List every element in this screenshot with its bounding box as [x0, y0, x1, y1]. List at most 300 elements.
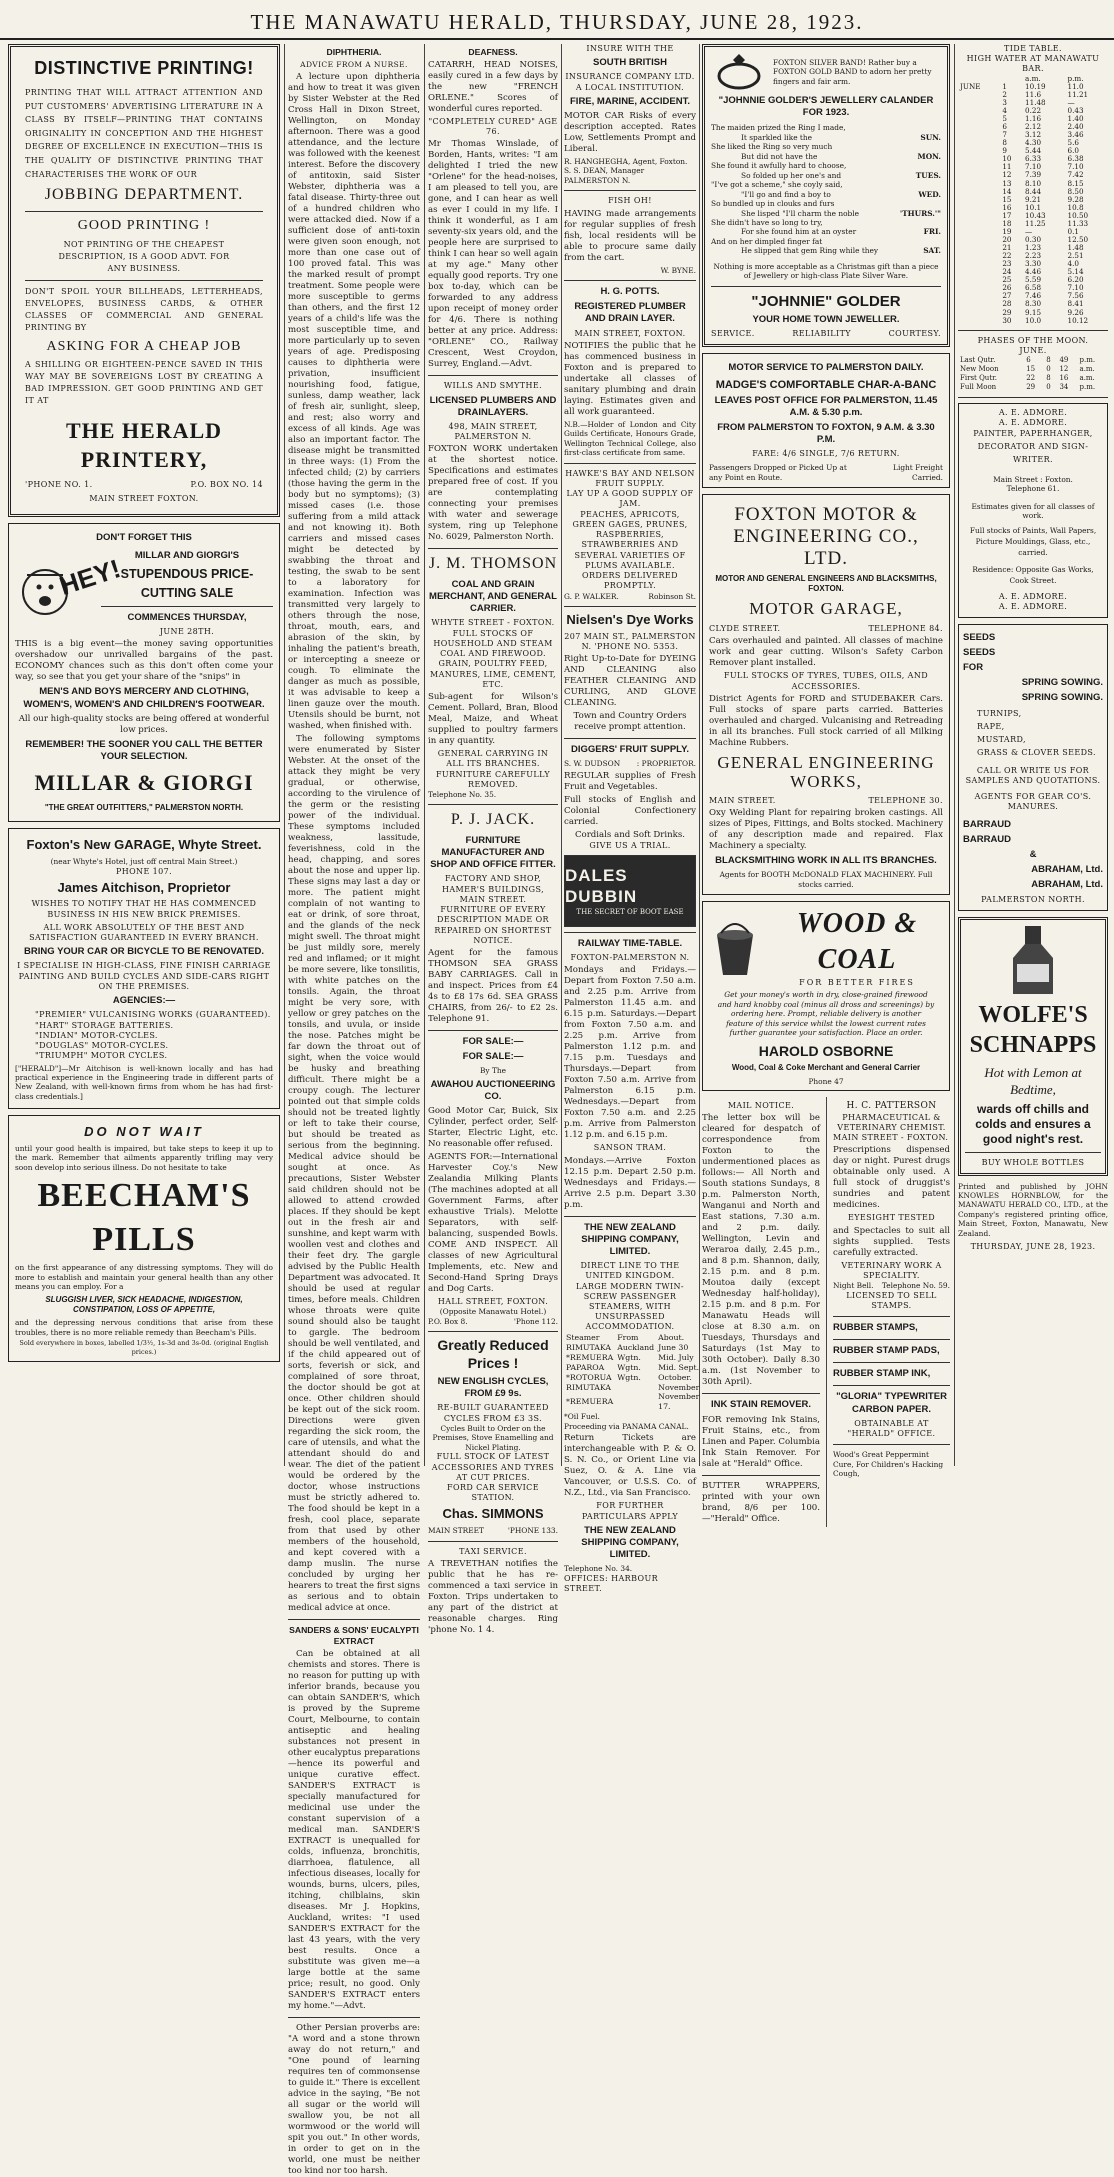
poem-line [711, 133, 941, 142]
tide-cell [958, 212, 1000, 220]
column-2 [288, 44, 420, 2176]
walker-line [564, 592, 696, 601]
simmons-name: Chas. SIMMONS [442, 1506, 544, 1522]
wolfe-name: WOLFE'S [978, 1001, 1088, 1028]
moon-title: PHASES OF THE MOON. [977, 335, 1089, 345]
cycles-order: Cycles Built to Order on the Premises, Stove Enamelling and Nickel Plating. [432, 1423, 554, 1452]
tide-cell [958, 204, 1000, 212]
tide-cell: — [1025, 226, 1033, 236]
particulars: FOR FURTHER PARTICULARS APPLY [581, 1501, 679, 1521]
buy-bottles: BUY WHOLE BOTTLES [981, 1158, 1085, 1168]
tide-cell: 11.25 [1025, 218, 1046, 228]
tide-cell [958, 180, 1000, 188]
tide-cell: — [1067, 97, 1075, 107]
tide-cell: 6.20 [1067, 275, 1084, 285]
poem-line [711, 246, 941, 255]
garage-specialise: I SPECIALISE IN HIGH-CLASS, FINE FINISH CARRIAGE PAINTING AND BUILD CYCLES AND SIDE-CARS RIGHT ON THE PREMISES. [17, 961, 271, 991]
taxi-body: A TREVETHAN notifies the public that he has re-commenced a taxi service in Foxton. Trips undertaken to any part of the district at reasonable charges. Ring 'phone No. 1 4. [428, 1558, 558, 1635]
ship-cell: RIMUTAKA [566, 1382, 612, 1392]
seed-item: GRASS & CLOVER SEEDS. [977, 747, 1096, 757]
diggers-stocks: Full stocks of English and Colonial Confectionery carried. [564, 794, 696, 827]
moon-cell: p.m. [1079, 382, 1096, 391]
tide-cell [958, 309, 1000, 317]
tide-cell: 1.23 [1025, 243, 1042, 253]
awahou-agents: AGENTS FOR:—International Harvester Coy.'s New Zealandia Milking Plants (The machines adopted at all Government Farms, after exhaustive Trials). Melotte Separators, with self-balancing, suspended Bowls. COME AND INSPECT. All classes of new Agricultural Implements, etc. New and Second-Hand Spring Drays and Dog Carts. [428, 1152, 558, 1295]
diggers-trial: GIVE US A TRIAL. [589, 840, 671, 850]
diphtheria-p2: The following symptoms were enumerated by Sister Webster. At the onset of the attack they might be very gradual, or otherwise, according to the virulence of the germ or the resisting power of the individual. These symptoms included weakness, lassitude, feverishness, cold in the head, chapping, and sores about the nose and upper lip. These signs may last a day or more. The patient might complain of not wanting to eat or drink, of sore throat, and the glands of the neck might swell. The throat might be just mildly sore, merely red and inflamed; or it might be more severe, like tonsilitis, with white patches on the tonsils. Again, the throat might be very sore, with yellow or grey patches on the tonsils, and uvula, or inside the nose. Patches might be far down the throat out of sight, when the voice would be husky and breathing difficult. There might be a croupy cough. The lecturer pointed out that simple colds should not be treated lightly or left to take their course, but should be treated as serious from the beginning. Medical advice should be sought at once. As precautions, Sister Webster said children should not be allowed to attend crowded places. If they should be kept out in the fresh air and sunshine, and kept warm with woollen vest and clothes and their feet dry. The gargle advised by the Public Health Department was advocated. It should be used at regular times, before meals. Children whose throats were quite sound should also be taught to gargle. The bedroom should be well ventilated, and if the child appeared out of sorts, feverish or sick, and complained of sore throat, the doctor should be got at once. Other children should be kept out of the sick room. Directions were given regarding the sick room, the care of utensils, and what the attendant should do and wear. The diet of the patient would be ordered by the doctor, whose instructions must be strictly adhered to. The food should be kept in a fresh, cool place, separate from that used by other members of the household, and kept covered with a damp muslin. The nurse concluded by urging her hearers to treat the first signs as serious and to obtain medical advice at once. [288, 733, 420, 1613]
tide-cell: 6.33 [1025, 154, 1042, 164]
jack-agent: Agent for the famous THOMSON SEA GRASS BABY CARRIAGES. Call in and inspect. Prices from £4 4s to £8 17s 6d. SEA GRASS CHAIRS, from 26/- to £2 2s. Telephone 91. [428, 948, 558, 1025]
poem-day: 'THURS.'" [899, 208, 941, 218]
poem-text: And on her dimpled finger fat [711, 236, 823, 246]
poem-text: The maiden prized the Ring I made, [711, 123, 846, 133]
poem-line [711, 209, 941, 218]
tide-cell: 1.16 [1025, 114, 1042, 124]
admore-name: A. E. ADMORE. [998, 407, 1068, 417]
poem-text: "I've got a scheme," she coyly said, [711, 180, 843, 190]
nzship-offices: OFFICES: HARBOUR STREET. [564, 1573, 659, 1593]
tide-cell: 24 [1002, 267, 1012, 277]
tide-cell: 23 [1002, 259, 1012, 269]
tide-cell: 8.15 [1067, 178, 1084, 188]
printery-phone: 'PHONE NO. 1. [25, 479, 93, 489]
seeds-1: SEEDS [963, 631, 996, 643]
moon-cell: 6 [1026, 356, 1031, 365]
poem-line [711, 171, 941, 180]
taxi-title: TAXI SERVICE. [459, 1546, 527, 1556]
footer-date: THURSDAY, JUNE 28, 1923. [970, 1242, 1096, 1252]
moon-cell: Last Qutr. [960, 356, 996, 365]
tide-cell: 5.44 [1025, 146, 1042, 156]
insure: INSURE WITH THE [586, 44, 674, 53]
moon-row [958, 365, 1108, 374]
good-printing-body: NOT PRINTING OF THE CHEAPEST DESCRIPTION, IS A GOOD ADVT. FOR ANY BUSINESS. [58, 239, 230, 273]
madge-passengers: Passengers Dropped or Picked Up at any Point en Route. [709, 463, 847, 482]
tide-header-cell: p.m. [1067, 73, 1084, 83]
tide-cell: 25 [1002, 275, 1012, 285]
beecham-list: SLUGGISH LIVER, SICK HEADACHE, INDIGESTION, CONSTIPATION, LOSS OF APPETITE, [45, 1294, 243, 1315]
diphtheria-subtitle: ADVICE FROM A NURSE. [300, 60, 408, 69]
moon-cell: 8 [1046, 374, 1051, 383]
ship-cell: Mid. July [658, 1352, 694, 1362]
golder-sub: YOUR HOME TOWN JEWELLER. [752, 314, 900, 325]
simmons-address: MAIN STREET [428, 1526, 484, 1536]
tide-cell [958, 131, 1000, 139]
sanson-body: Mondays.—Arrive Foxton 12.15 p.m. Depart 2.50 p.m. Wednesdays and Fridays.—Arrive 2.5 p.m. Depart 3.30 p.m. [564, 1155, 696, 1210]
aitchison-garage-ad [8, 828, 280, 1109]
jam: LAY UP A GOOD SUPPLY OF JAM. [566, 489, 694, 509]
tide-cell [958, 317, 1000, 325]
moon-cell: 29 [1026, 382, 1036, 391]
tide-cell: 12 [1002, 170, 1012, 180]
tide-cell: 26 [1002, 283, 1012, 293]
ship-cell: October. [658, 1372, 692, 1382]
millar-line2: STUPENDOUS PRICE- [120, 566, 254, 581]
poem-day: TUES. [915, 170, 941, 180]
potts-sub: REGISTERED PLUMBER AND DRAIN LAYER. [574, 301, 686, 325]
jewellery-nothing: Nothing is more acceptable as a Christmas gift than a piece of Jewellery or high-class Plate Silver Ware. [713, 261, 939, 281]
jack-body: FURNITURE OF EVERY DESCRIPTION MADE OR REPAIRED ON SHORTEST NOTICE. [434, 905, 552, 945]
tide-cell: 8.50 [1067, 186, 1084, 196]
ship-cell: Wgtn. [617, 1362, 641, 1372]
tide-cell [958, 276, 1000, 284]
wood-coal-title: WOOD & COAL [796, 908, 918, 976]
madge-leaves: LEAVES POST OFFICE FOR PALMERSTON, 11.45 A.M. & 5.30 p.m. [714, 394, 938, 418]
wood-body: Get your money's worth in dry, close-grained firewood and hard knobby coal (minus all dross and screenings) by ordering here. Prompt, reliable delivery is another feature of this service whilst the lowest current rates further guarantee your satisfaction. Place an order. [717, 990, 935, 1038]
moon-cell: 8 [1046, 356, 1051, 365]
tide-cell: 8.41 [1067, 299, 1084, 309]
moon-cell: 22 [1026, 374, 1036, 383]
tide-cell [958, 188, 1000, 196]
moon-cell: 0 [1046, 382, 1051, 391]
tide-cell [958, 244, 1000, 252]
hey-figure [15, 547, 125, 637]
tide-cell: 11.21 [1067, 89, 1089, 99]
simmons-phone: 'PHONE 133. [507, 1526, 558, 1536]
fish-title: FISH OH! [608, 196, 652, 206]
insurance-agent: R. HANGHEGHA, Agent, Foxton. S. S. DEAN, Manager PALMERSTON N. [564, 157, 688, 185]
tide-cell: 11.48 [1025, 97, 1046, 107]
moon-cell: First Qutr. [960, 374, 997, 383]
moon-cell: 16 [1059, 374, 1069, 383]
tide-cell: 7.10 [1067, 162, 1084, 172]
thomson-grain: GRAIN, POULTRY FEED, MANURES, LIME, CEMENT, ETC. [430, 659, 556, 689]
vet-work: VETERINARY WORK A SPECIALITY. [841, 1260, 942, 1280]
abraham-1: ABRAHAM, Ltd. [1031, 864, 1103, 876]
moon-row [958, 374, 1108, 383]
tide-cell: 9.26 [1067, 307, 1084, 317]
wills-licensed: LICENSED PLUMBERS AND DRAINLAYERS. [429, 394, 557, 418]
millar-date: JUNE 28TH. [159, 626, 215, 636]
ford-service: FORD CAR SERVICE STATION. [447, 1483, 539, 1503]
for-sale-1: FOR SALE:— [462, 1036, 524, 1048]
tide-cell: 11.0 [1067, 81, 1084, 91]
moon-cell: Full Moon [960, 382, 997, 391]
tide-cell: 6.0 [1067, 146, 1079, 156]
barraud-seeds-ad [958, 624, 1108, 911]
ship-cell: RIMUTAKA [566, 1342, 612, 1352]
millar-remember: REMEMBER! THE SOONER YOU CALL THE BETTER YOUR SELECTION. [25, 738, 263, 762]
spring-2: SPRING SOWING. [1021, 692, 1103, 704]
poem-text: But did not have the [741, 151, 818, 161]
tide-cell: 1 [1002, 81, 1007, 91]
tide-cell: 15 [1002, 194, 1012, 204]
ship-row [564, 1373, 701, 1383]
moon-row [958, 356, 1108, 365]
motor-car-risks: MOTOR CAR Risks of every description accepted. Rates Low, Settlements Prompt and Liberal. [564, 111, 696, 155]
hey-text: HEY! [55, 553, 125, 602]
jack-sub: FURNITURE MANUFACTURER AND SHOP AND OFFICE FITTER. [430, 834, 556, 871]
tide-cell: 5.6 [1067, 138, 1079, 148]
ships-header [564, 1333, 701, 1343]
tide-cell: 7.56 [1067, 291, 1084, 301]
prescriptions: Prescriptions dispensed day or night. Purest drugs obtainable only used. A full stock of druggist's sundries and patent medicines. [833, 1145, 950, 1211]
masthead: THE MANAWATU HERALD, THURSDAY, JUNE 28, 1923. [0, 0, 1114, 40]
tide-cell: 7.10 [1067, 283, 1084, 293]
garage-work: ALL WORK ABSOLUTELY OF THE BEST AND SATISFACTION GUARANTEED IN EVERY BRANCH. [29, 922, 259, 943]
admore-ad [958, 403, 1108, 618]
dudson-line [564, 759, 696, 768]
bottom-split [702, 1097, 950, 1526]
printing-body: PRINTING THAT WILL ATTRACT ATTENTION AND PUT CUSTOMERS' ADVERTISING LITERATURE IN A CLASS BY ITSELF—PRINTING THAT CONTAINS ORIGINALITY IN CONCEPTION AND THE HIGHEST DEGREE OF EXCELLENCE IN EXECUTION—THIS IS THE QUALITY OF DISTINCTIVE PRINTING THAT CHARACTERISES THE WORK OF OUR [25, 88, 263, 179]
seeds-2: SEEDS [963, 646, 996, 658]
ship-cell: *REMUERA [566, 1397, 614, 1407]
tel-84: TELEPHONE 84. [868, 624, 943, 634]
imprint: Printed and published by JOHN KNOWLES HORNBLOW, for the MANAWATU HERALD CO., LTD., at the Company's registered printing office, Main Street, Foxton, Manawatu, New Zealand. [958, 1181, 1108, 1238]
tide-cell [958, 284, 1000, 292]
ship-cell: Wgtn. [617, 1352, 641, 1362]
night-bell: Night Bell. [833, 1281, 874, 1291]
ships-table [564, 1333, 701, 1413]
nielsen-body: Right Up-to-Date for DYEING AND CLEANING also FEATHER CLEANING AND CURLING, AND GLOVE CLEANING. [564, 654, 696, 709]
motto-reliability: RELIABILITY [792, 329, 851, 339]
seed-item: RAPE, [977, 722, 1005, 732]
admore-estimates: Estimates given for all classes of work. [971, 501, 1095, 521]
obtainable: OBTAINABLE AT "HERALD" OFFICE. [847, 1418, 936, 1439]
tide-cell [958, 163, 1000, 171]
moon-cell: 15 [1026, 365, 1036, 374]
herald-printery: THE HERALD PRINTERY, [65, 418, 223, 472]
tide-cell [958, 236, 1000, 244]
agencies-list [15, 1010, 273, 1061]
tide-cell: 29 [1002, 307, 1012, 317]
hall-opposite: (Opposite Manawatu Hotel.) [439, 1307, 547, 1317]
poem-line [711, 218, 941, 227]
insurance: INSURANCE COMPANY LTD. A LOCAL INSTITUTION. [565, 72, 695, 92]
poem-text: It sparkled like the [741, 132, 813, 142]
eyesight: EYESIGHT TESTED [847, 1213, 936, 1223]
tide-cell: 16 [1002, 202, 1012, 212]
admore-tel: Telephone 61. [1006, 484, 1060, 494]
rubber-stamp-pads: RUBBER STAMP PADS, [833, 1345, 940, 1357]
for-sale-2: FOR SALE:— [462, 1051, 524, 1063]
tide-cell: 4.30 [1025, 138, 1042, 148]
awahou-pobox: P.O. Box 8. [428, 1316, 468, 1326]
tide-cell [958, 107, 1000, 115]
foxton-motor-ad [702, 494, 950, 895]
admore-footer: A. E. ADMORE. [998, 592, 1068, 602]
column-6 [958, 44, 1108, 1466]
poem-day: FRI. [923, 227, 941, 237]
tide-cell [958, 123, 1000, 131]
poem-line [711, 237, 941, 246]
tide-cell: 30 [1002, 315, 1012, 325]
tide-cell [958, 292, 1000, 300]
general-engineering: GENERAL ENGINEERING WORKS, [717, 752, 935, 792]
garage-contacts [709, 624, 943, 634]
seed-item: TURNIPS, [977, 709, 1022, 719]
garage-tyres: FULL STOCKS OF TYRES, TUBES, OILS, AND ACCESSORIES. [723, 671, 929, 691]
ship-cell: Mid. Sept. [658, 1362, 700, 1372]
poem-day: MON. [917, 151, 941, 161]
peppermint-cure: Wood's Great Peppermint Cure, For Children's Hacking Cough, [833, 1450, 944, 1479]
barraud-2: BARRAUD [963, 833, 1012, 845]
poem-text: So folded up her one's and [741, 170, 842, 180]
admore-name-2: A. E. ADMORE. [998, 418, 1068, 428]
fmc-sub: MOTOR AND GENERAL ENGINEERS AND BLACKSMITHS, FOXTON. [715, 573, 937, 594]
moon-cell: p.m. [1079, 356, 1096, 365]
tide-cell: 6.58 [1025, 283, 1042, 293]
dales-dubbin-ad [564, 855, 696, 927]
ships-header-cell: From [617, 1332, 639, 1342]
rebuilt-cycles: RE-BUILT GUARANTEED CYCLES FROM £3 3S. [437, 1403, 549, 1423]
diggers-cordials: Cordials and Soft Drinks. [574, 829, 686, 840]
garage-herald-note: ["HERALD"]—Mr Aitchison is well-known locally and has had practical experience in the Engineering trade in different parts of New Zealand, with well-known firms from whom he has had first-class credentials.] [15, 1063, 273, 1101]
tide-cell: 2 [1002, 89, 1007, 99]
potts-body: NOTIFIES the public that he has commenced business in Foxton and is prepared to undertake all classes of sanitary plumbing and drain laying. Estimates given and all work guaranteed. [564, 340, 696, 417]
tide-cell [958, 99, 1000, 107]
jobbing-title: JOBBING DEPARTMENT. [44, 186, 244, 204]
ship-cell: November [658, 1382, 700, 1392]
wolfes-schnapps-ad [958, 917, 1108, 1176]
diphtheria-title: DIPHTHERIA. [326, 47, 382, 57]
ship-cell: *REMUERA [566, 1352, 614, 1362]
column-4 [564, 44, 700, 1593]
simmons-contacts [428, 1526, 558, 1535]
fire-marine: FIRE, MARINE, ACCIDENT. [570, 95, 690, 107]
tide-cell: 5.59 [1025, 275, 1042, 285]
ring-icon [711, 52, 767, 92]
dales-name: DALES DUBBIN [565, 865, 638, 907]
moon-cell: New Moon [960, 365, 999, 374]
works-street: MAIN STREET. [709, 795, 776, 805]
millar-name: MILLAR & GIORGI [34, 770, 254, 796]
poem-line [711, 161, 941, 170]
tide-cell: 9 [1002, 146, 1007, 156]
tide-cell: 11 [1002, 162, 1012, 172]
agency-item: "HART" STORAGE BATTERIES. [35, 1020, 174, 1030]
accessories: FULL STOCK OF LATEST ACCESSORIES AND TYRES AT CUT PRICES. [431, 1452, 555, 1482]
tide-cell: 8 [1002, 138, 1007, 148]
sanson-title: SANSON TRAM. [593, 1143, 667, 1153]
poem-text: She didn't have so long to try, [711, 218, 823, 227]
tide-row [958, 317, 1108, 325]
tide-cell: 10.19 [1025, 81, 1046, 91]
poem-text: He slipped that gem Ring while they [741, 246, 879, 256]
thomson-carrying: GENERAL CARRYING IN ALL ITS BRANCHES. FURNITURE CAREFULLY REMOVED. [435, 749, 550, 789]
good-printing: GOOD PRINTING ! [77, 217, 211, 233]
poem-line [711, 199, 941, 208]
spring-1: SPRING SOWING. [1021, 677, 1103, 689]
butter-wrappers: BUTTER WRAPPERS, printed with your own brand, 8/6 per 100. —"Herald" Office. [702, 1480, 820, 1524]
golder-motto [711, 329, 941, 339]
tide-cell: 13 [1002, 178, 1012, 188]
tel-30: TELEPHONE 30. [868, 795, 943, 805]
golder-calendar: "JOHNNIE GOLDER'S JEWELLERY CALANDER FOR 1923. [718, 95, 934, 119]
moon-cell: 34 [1059, 382, 1069, 391]
thomson-agent: Sub-agent for Wilson's Cement. Pollard, Bran, Blood Meal, Maize, and Wheat supplied to poultry farmers in any quantity. [428, 692, 558, 747]
tide-cell: 0.22 [1025, 105, 1042, 115]
poem-line [711, 142, 941, 151]
motor-service: MOTOR SERVICE TO PALMERSTON DAILY. [728, 362, 924, 374]
ship-cell: June 30 [658, 1342, 689, 1352]
printery-address: MAIN STREET FOXTON. [89, 494, 199, 504]
mail-title: MAIL NOTICE. [727, 1101, 795, 1111]
poem-line [711, 123, 941, 132]
herald-printing-ad [8, 44, 280, 517]
jack-name: P. J. JACK. [450, 811, 536, 829]
millar-top: DON'T FORGET THIS [96, 532, 192, 544]
booth-agents: Agents for BOOTH McDONALD FLAX MACHINERY. Full stocks carried. [719, 870, 933, 889]
admore-address: Main Street : Foxton. [993, 474, 1073, 484]
wood-coal-ad [702, 901, 950, 1091]
tide-cell: 10.1 [1025, 202, 1042, 212]
beecham-end: and the depressing nervous conditions that arise from these troubles, there is no more reliable remedy than Beecham's Pills. [15, 1318, 273, 1337]
printing-title: DISTINCTIVE PRINTING! [34, 58, 254, 78]
greatly-reduced: Greatly Reduced Prices ! [437, 1337, 549, 1372]
thomson-name: J. M. THOMSON [428, 555, 558, 573]
column-rule [699, 44, 700, 1466]
deafness-body: CATARRH, HEAD NOISES, easily cured in a few days by the new "FRENCH ORLENE." Scores of wonderful cures reported. [428, 60, 558, 114]
dont-spoil: DON'T SPOIL YOUR BILLHEADS, LETTERHEADS, ENVELOPES, BUSINESS CARDS, & OTHER CLASSES OF COMMERCIAL AND GENERAL PRINTING BY [25, 286, 263, 332]
hall-street: HALL STREET, FOXTON. [437, 1297, 549, 1307]
poem-line [711, 227, 941, 236]
coal-bucket-icon [707, 915, 763, 979]
tide-cell [958, 220, 1000, 228]
tide-cell: 2.23 [1025, 251, 1042, 261]
tide-cell: 9.28 [1067, 194, 1084, 204]
bottle-icon [1003, 924, 1063, 996]
nielsen-orders: Town and Country Orders receive prompt attention. [573, 711, 687, 733]
tide-cell: 14 [1002, 186, 1012, 196]
tide-cell [958, 147, 1000, 155]
poem-day: SAT. [923, 246, 941, 256]
tide-header-cell: a.m. [1025, 73, 1041, 83]
poem-text: So bundled up in clouks and furs [711, 199, 835, 209]
thomson-phone: Telephone No. 35. [428, 790, 497, 799]
tide-cell [958, 155, 1000, 163]
admore-footer-2: A. E. ADMORE. [998, 602, 1068, 612]
blacksmithing: BLACKSMITHING WORK IN ALL ITS BRANCHES. [715, 855, 937, 867]
thomson-sub: COAL AND GRAIN MERCHANT, AND GENERAL CARRIER. [429, 578, 557, 615]
tide-cell: 0.30 [1025, 234, 1042, 244]
tide-cell [958, 115, 1000, 123]
printery-contacts [25, 480, 263, 490]
tide-cell: 2.51 [1067, 251, 1084, 261]
poem-line [711, 180, 941, 189]
south-british: SOUTH BRITISH [593, 57, 667, 69]
tide-sub: HIGH WATER AT MANAWATU BAR. [966, 54, 1100, 74]
diggers-regular: REGULAR supplies of Fresh Fruit and Vegetables. [564, 770, 696, 792]
ship-row [564, 1363, 701, 1373]
tide-cell: 2.12 [1025, 122, 1042, 132]
railway-sub: FOXTON-PALMERSTON N. [570, 953, 690, 963]
poem-text: She lisped "I'll charm the noble [741, 208, 860, 218]
millar-men: MEN'S AND BOYS MERCERY AND CLOTHING, WOMEN'S, WOMEN'S AND CHILDREN'S FOOTWEAR. [23, 686, 265, 710]
garage-phone: PHONE 107. [115, 866, 173, 876]
column-rule [284, 44, 285, 1466]
tide-cell: 27 [1002, 291, 1012, 301]
fmc-name: FOXTON MOTOR & ENGINEERING CO., LTD. [733, 504, 919, 570]
tide-cell: 2.40 [1067, 122, 1084, 132]
barraud-amp: & [1029, 848, 1037, 860]
ship-cell [615, 1392, 656, 1412]
diggers-title: DIGGERS' FRUIT SUPPLY. [570, 744, 690, 756]
garage-near: (near Whyte's Hotel, just off central Main Street.) [50, 857, 238, 867]
ship-cell: November 17. [658, 1392, 700, 1412]
tide-cell: 0.1 [1067, 226, 1079, 236]
ford-agents: District Agents for FORD and STUDEBAKER Cars. Full stocks of spare parts carried. Batteries overhauled and charged. Vulcanising and Retreading in all its branches. Full stock carried of all Milking Machine Rubbers. [709, 693, 943, 748]
sanders-body: Can be obtained at all chemists and stores. There is no reason for putting up with inferior brands, because you can obtain SANDER'S, which is proved by the Supreme Court, Melbourne, to contain antiseptic and healing substances not present in other eucalyptus preparations—hence its powerful and unique curative effect. SANDER'S EXTRACT is specially manufactured for medicinal use under the constant supervision of a medical man. SANDER'S EXTRACT is unequalled for colds, influenza, bronchitis, diarrhoea, flatulence, all infectious diseases, locally for wounds, burns, ulcers, piles, itching, chilblains, skin diseases. Mr J. Hopkins, Auckland, writes: "I used SANDER'S EXTRACT for the last 43 years, with the very best results. Once a substitute was given me—a large bottle at the same price; result, no good. Only SANDER'S EXTRACT enters my home."—Advt. [288, 1648, 420, 2011]
dudson-name: S. W. DUDSON [564, 759, 621, 769]
dudson-role: : PROPRIETOR. [636, 759, 696, 769]
moon-cell: 49 [1059, 356, 1069, 365]
tide-cell: 3.46 [1067, 130, 1084, 140]
seeds-for: FOR [963, 661, 984, 673]
moon-month: JUNE. [1019, 345, 1047, 355]
tide-cell: 9.15 [1025, 307, 1042, 317]
motor-garage: MOTOR GARAGE, [749, 599, 903, 619]
